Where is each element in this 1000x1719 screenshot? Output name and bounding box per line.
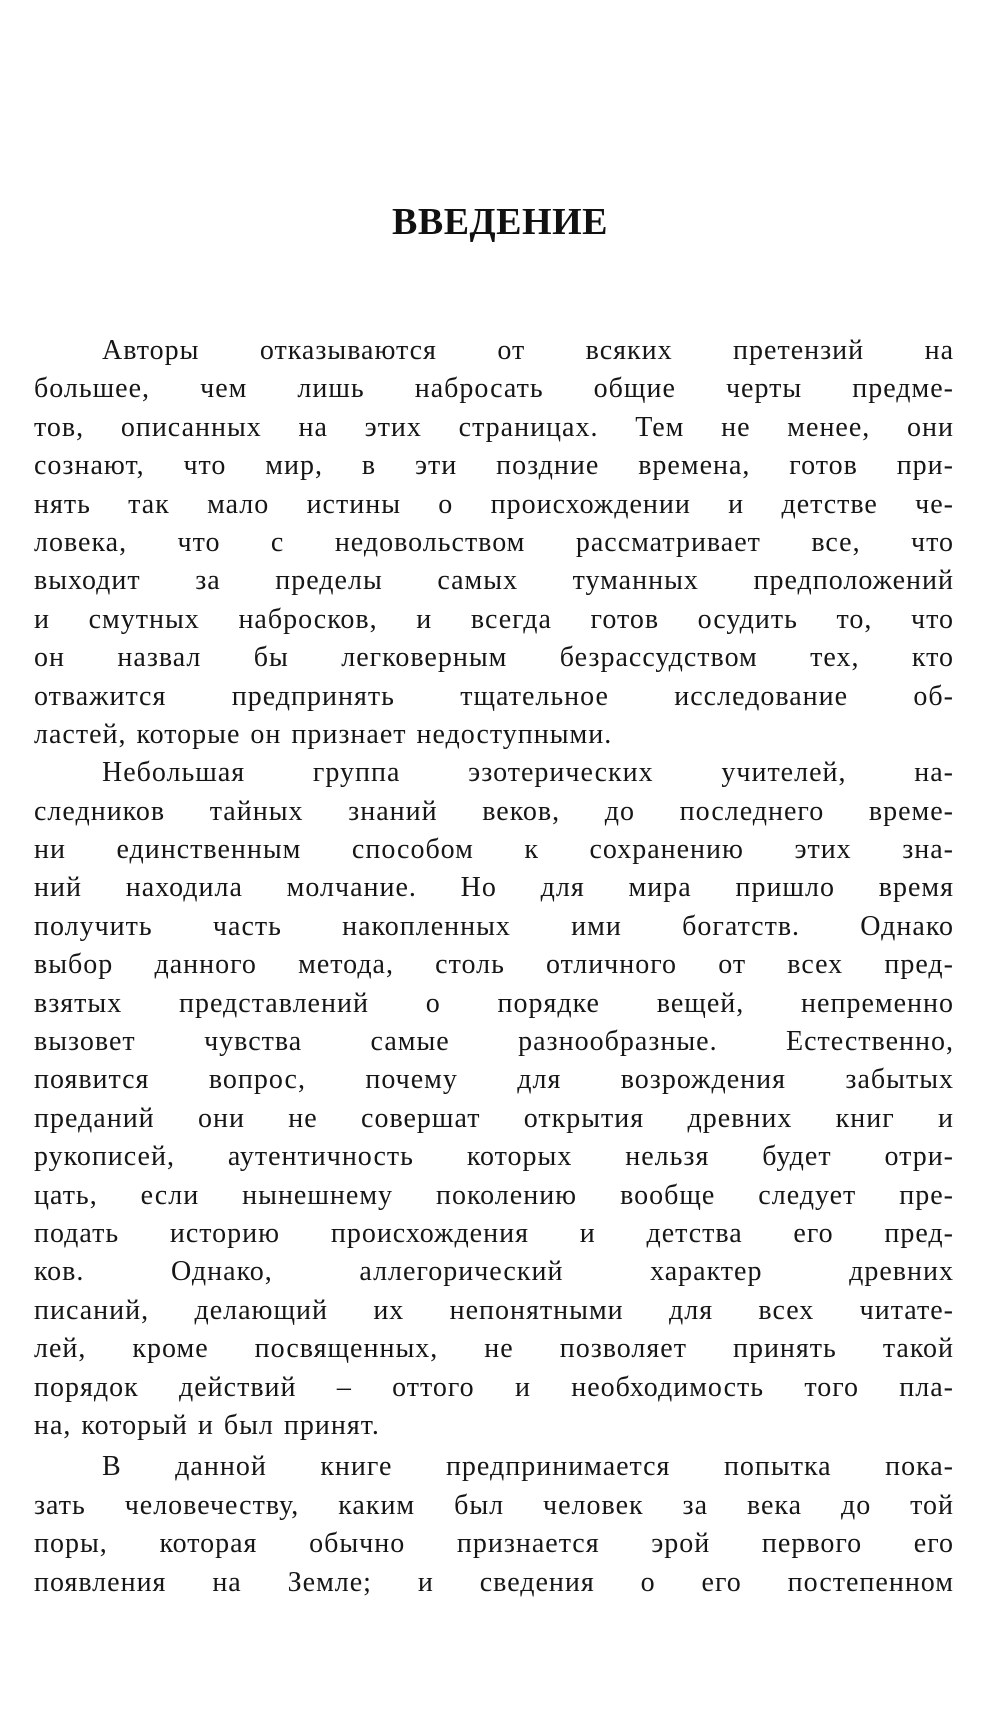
text-line: подать историю происхождения и детства его пред-	[34, 1217, 954, 1249]
text-line: преданий они не совершат открытия древних книг и	[34, 1102, 954, 1134]
text-line: появления на Земле; и сведения о его постепенном	[34, 1566, 954, 1598]
paragraph-1	[34, 332, 954, 754]
text-line: В данной книге предпринимается попытка пока-	[102, 1451, 954, 1483]
text-line: выбор данного метода, столь отличного от всех пред-	[34, 949, 954, 981]
text-line: и смутных набросков, и всегда готов осудить то, что	[34, 603, 954, 635]
text-line: рукописей, аутентичность которых нельзя будет отри-	[34, 1141, 954, 1173]
text-line: получить часть накопленных ими богатств. Однако	[34, 910, 954, 942]
text-line: Небольшая группа эзотерических учителей, на-	[102, 757, 954, 789]
text-line: поры, которая обычно признается эрой первого его	[34, 1528, 954, 1560]
text-line: вызовет чувства самые разнообразные. Естественно,	[34, 1026, 954, 1058]
text-line: порядок действий – оттого и необходимость того пла-	[34, 1371, 954, 1403]
text-line: следников тайных знаний веков, до последнего време-	[34, 795, 954, 827]
body-text	[34, 332, 954, 1602]
text-line: цать, если нынешнему поколению вообще следует пре-	[34, 1179, 954, 1211]
text-line: ков. Однако, аллегорический характер древних	[34, 1256, 954, 1288]
text-line: ластей, которые он признает недоступными.	[34, 718, 613, 750]
text-line: ни единственным способом к сохранению этих зна-	[34, 834, 954, 866]
text-line: ний находила молчание. Но для мира пришло время	[34, 872, 954, 904]
text-line: сознают, что мир, в эти поздние времена, готов при-	[34, 450, 954, 482]
text-line: ловека, что с недовольством рассматривает все, что	[34, 526, 954, 558]
text-line: взятых представлений о порядке вещей, непременно	[34, 987, 954, 1019]
text-line: писаний, делающий их непонятными для всех читате-	[34, 1294, 954, 1326]
text-line: отважится предпринять тщательное исследование об-	[34, 680, 954, 712]
text-line: большее, чем лишь набросать общие черты предме-	[34, 373, 954, 405]
paragraph-2	[34, 754, 954, 1445]
paragraph-3	[34, 1448, 954, 1602]
text-line: Авторы отказываются от всяких претензий на	[102, 335, 954, 366]
text-line: на, который и был принят.	[34, 1409, 380, 1441]
text-line: выходит за пределы самых туманных предположений	[34, 565, 954, 597]
text-line: появится вопрос, почему для возрождения забытых	[34, 1064, 954, 1096]
text-line: нять так мало истины о происхождении и детстве че-	[34, 488, 954, 520]
text-line: тов, описанных на этих страницах. Тем не менее, они	[34, 411, 954, 443]
text-line: он назвал бы легковерным безрассудством тех, кто	[34, 642, 954, 674]
text-line: лей, кроме посвященных, не позволяет принять такой	[34, 1333, 954, 1365]
chapter-heading: ВВЕДЕНИЕ	[392, 201, 608, 243]
text-line: зать человечеству, каким был человек за века до той	[34, 1489, 954, 1521]
